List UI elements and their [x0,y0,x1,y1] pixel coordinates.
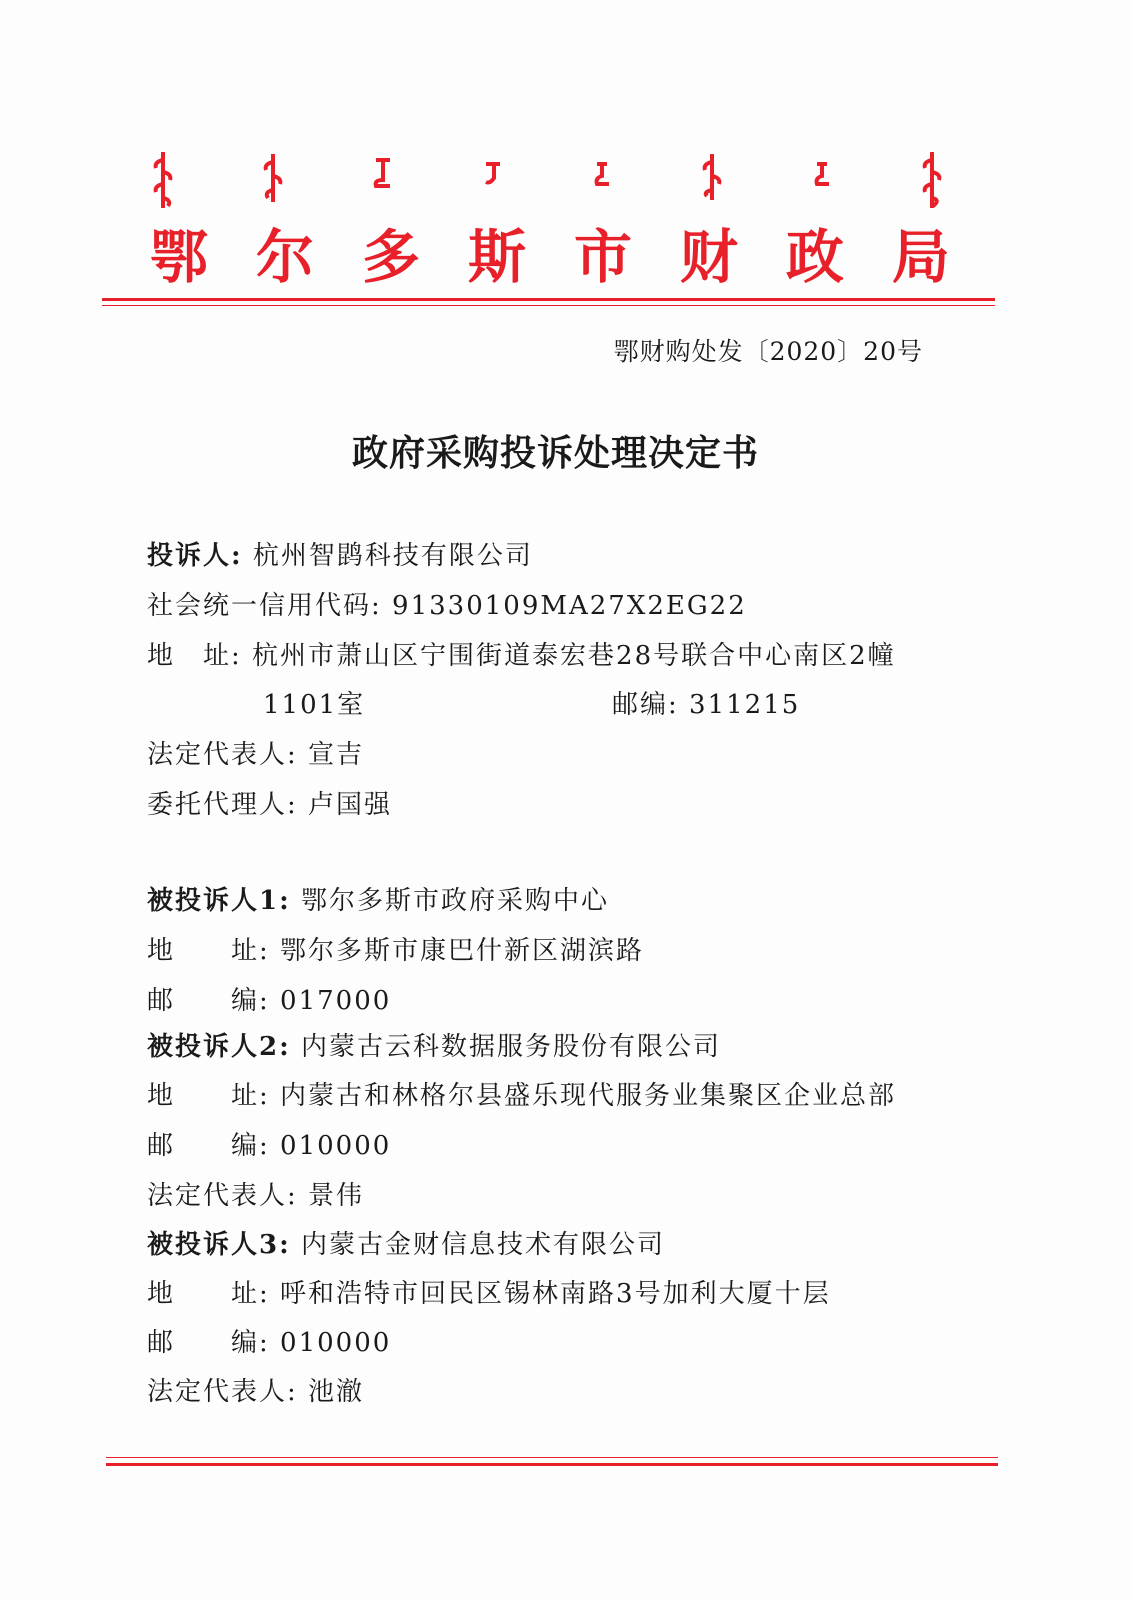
credit-code-line [147,585,747,622]
legal-rep-value: 宣吉 [308,740,365,770]
address-label: 地 址: [147,641,242,671]
complainant-postcode-line [612,684,800,721]
agent-value: 卢国强 [308,790,393,820]
address-label: 地 址: [147,1081,270,1111]
postcode-value: 311215 [689,690,801,720]
postcode-value: 017000 [280,986,392,1016]
address-value: 内蒙古和林格尔县盛乐现代服务业集聚区企业总部 [280,1081,897,1111]
mongolian-glyph [809,150,835,210]
org-name-char: 鄂 [150,223,209,291]
complainant-line [147,535,533,572]
footer-divider-thin [106,1457,998,1458]
mongolian-glyph [370,150,396,210]
mongolian-glyph [150,150,176,210]
address-label: 地 址: [147,936,270,966]
address-value: 呼和浩特市回民区锡林南路3号加利大厦十层 [280,1279,831,1309]
legal-rep-value: 池澈 [308,1377,365,1407]
address-value: 鄂尔多斯市康巴什新区湖滨路 [280,936,645,966]
legal-rep-line [147,734,364,771]
respondent-1-address [147,930,644,967]
respondent-3-legal-rep [147,1371,364,1408]
credit-code-value: 91330109MA27X2EG22 [392,591,747,621]
org-name-char: 局 [891,223,950,291]
postcode-value: 010000 [280,1328,392,1358]
respondent-label: 被投诉人2: [147,1032,291,1062]
mongolian-glyph [589,150,615,210]
respondent-2-address [147,1075,896,1112]
credit-code-label: 社会统一信用代码: [147,591,382,621]
respondent-2-line [147,1026,721,1063]
letterhead-divider-thin [102,305,995,306]
respondent-name: 鄂尔多斯市政府采购中心 [300,886,609,916]
complainant-address-line2 [263,684,365,721]
respondent-2-postcode [147,1125,391,1162]
complainant-address-line [147,635,896,672]
mongolian-glyph [699,150,725,210]
mongolian-glyph [480,150,506,210]
postcode-value: 010000 [280,1131,392,1161]
respondent-3-address [147,1273,831,1310]
postcode-label: 邮编: [612,690,679,720]
org-name-char: 市 [573,223,632,291]
respondent-2-legal-rep [147,1175,364,1212]
respondent-1-postcode [147,980,391,1017]
org-name-char: 尔 [255,223,314,291]
postcode-label: 邮 编: [147,1131,270,1161]
respondent-name: 内蒙古金财信息技术有限公司 [300,1230,665,1260]
agent-line [147,784,392,821]
letterhead-divider [102,298,995,301]
org-name-char: 多 [361,223,420,291]
footer-divider [106,1463,998,1466]
respondent-name: 内蒙古云科数据服务股份有限公司 [300,1032,721,1062]
postcode-label: 邮 编: [147,1328,270,1358]
respondent-label: 被投诉人1: [147,886,291,916]
org-name-char: 斯 [467,223,526,291]
address-value: 杭州市萧山区宁围街道泰宏巷28号联合中心南区2幢 [252,641,896,671]
legal-rep-label: 法定代表人: [147,1181,298,1211]
document-number: 鄂财购处发〔2020〕20号 [613,337,923,366]
address-label: 地 址: [147,1279,270,1309]
postcode-label: 邮 编: [147,986,270,1016]
respondent-3-line [147,1224,665,1261]
complainant-name: 杭州智鹍科技有限公司 [252,541,533,571]
legal-rep-label: 法定代表人: [147,1377,298,1407]
respondent-1-line [147,880,609,917]
org-name-char: 财 [679,223,738,291]
mongolian-glyph [919,150,945,210]
org-name-char: 政 [785,223,844,291]
respondent-3-postcode [147,1322,391,1359]
mongolian-glyph [260,150,286,210]
address-value-cont: 1101室 [263,690,366,720]
legal-rep-value: 景伟 [308,1181,365,1211]
agent-label: 委托代理人: [147,790,298,820]
respondent-label: 被投诉人3: [147,1230,291,1260]
complainant-label: 投诉人: [147,541,243,571]
organization-name [150,212,950,292]
document-title: 政府采购投诉处理决定书 [351,432,759,474]
legal-rep-label: 法定代表人: [147,740,298,770]
